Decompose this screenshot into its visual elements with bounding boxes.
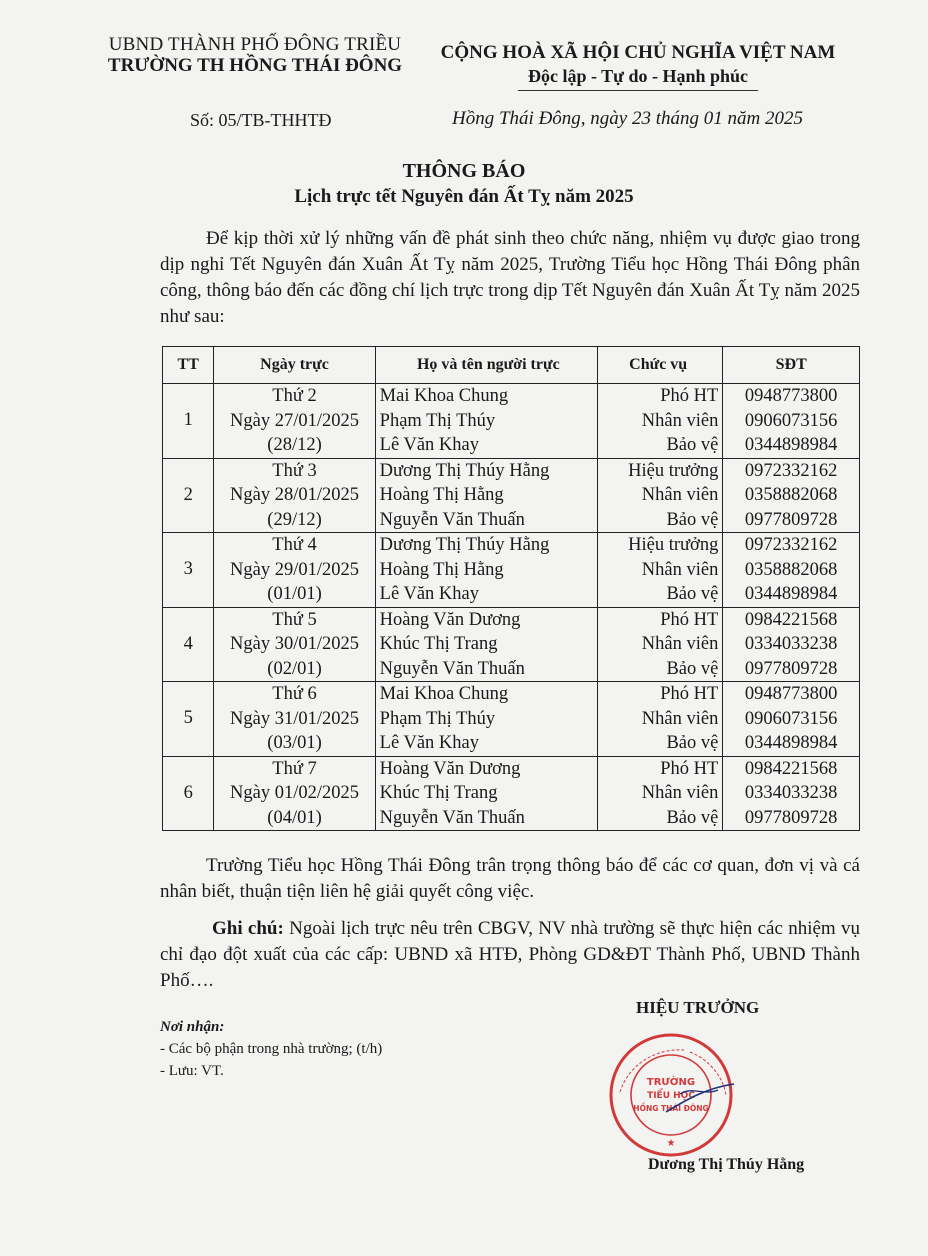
- svg-text:HỒNG THÁI ĐÔNG: HỒNG THÁI ĐÔNG: [633, 1104, 709, 1113]
- person-name: Lê Văn Khay: [379, 733, 479, 753]
- note-label: Ghi chú:: [212, 918, 284, 939]
- cell-duty-day: [214, 384, 375, 459]
- person-phone: 0977809728: [744, 658, 838, 679]
- header-role: Chức vụ: [598, 347, 723, 384]
- person-role: Phó HT: [660, 386, 719, 406]
- weekday-label: Thứ 5: [272, 609, 317, 630]
- weekday-label: Thứ 2: [272, 386, 317, 406]
- person-phone: 0948773800: [744, 386, 838, 406]
- person-name: Hoàng Văn Dương: [379, 609, 521, 630]
- person-phone: 0948773800: [744, 684, 838, 704]
- cell-phones: [723, 533, 860, 608]
- date-label: Ngày 29/01/2025: [230, 559, 360, 580]
- person-phone: 0334033238: [744, 783, 838, 803]
- cell-roles: [598, 384, 723, 459]
- cell-names: [375, 682, 597, 757]
- person-role: Hiệu trưởng: [628, 535, 719, 555]
- person-name: Nguyễn Văn Thuấn: [379, 509, 525, 530]
- person-phone: 0344898984: [744, 435, 838, 455]
- person-phone: 0984221568: [744, 758, 838, 779]
- cell-names: [375, 607, 597, 682]
- motto-underline: [518, 90, 758, 91]
- person-name: Mai Khoa Chung: [379, 684, 509, 704]
- cell-tt: 1: [163, 384, 214, 459]
- person-phone: 0972332162: [744, 535, 838, 555]
- person-name: Dương Thị Thúy Hằng: [379, 535, 550, 555]
- signer-name: Dương Thị Thúy Hằng: [648, 1156, 805, 1173]
- person-phone: 0984221568: [744, 609, 838, 630]
- person-name: Hoàng Văn Dương: [379, 758, 521, 779]
- cell-tt: 2: [163, 458, 214, 533]
- lunar-date-label: (29/12): [267, 509, 322, 530]
- table-row: [163, 533, 860, 608]
- person-phone: 0906073156: [744, 708, 838, 729]
- person-phone: 0344898984: [744, 733, 838, 753]
- table-row: [163, 607, 860, 682]
- document-title: THÔNG BÁO: [402, 160, 526, 182]
- closing-paragraph: [160, 853, 860, 905]
- person-name: Nguyễn Văn Thuấn: [379, 807, 525, 828]
- person-role: Nhân viên: [641, 485, 719, 505]
- cell-duty-day: [214, 607, 375, 682]
- intro-paragraph: [160, 226, 860, 330]
- table-row: [163, 458, 860, 533]
- person-role: Hiệu trưởng: [628, 460, 719, 481]
- header-phone: SĐT: [723, 347, 860, 384]
- person-role: Nhân viên: [641, 783, 719, 803]
- cell-tt: 3: [163, 533, 214, 608]
- header-name: Họ và tên người trực: [375, 347, 597, 384]
- person-role: Bảo vệ: [666, 807, 719, 828]
- person-role: Bảo vệ: [666, 509, 719, 530]
- person-role: Nhân viên: [641, 634, 719, 654]
- nation-line-2: Độc lập - Tự do - Hạnh phúc: [527, 66, 749, 86]
- cell-duty-day: [214, 756, 375, 831]
- cell-roles: [598, 607, 723, 682]
- weekday-label: Thứ 7: [272, 758, 317, 779]
- person-role: Phó HT: [660, 609, 719, 630]
- cell-roles: [598, 682, 723, 757]
- svg-text:TRƯỜNG: TRƯỜNG: [646, 1077, 696, 1088]
- person-role: Nhân viên: [641, 559, 719, 580]
- document-subtitle: Lịch trực tết Nguyên đán Ất Tỵ năm 2025: [294, 186, 634, 207]
- intro-text: Để kịp thời xử lý những vấn đề phát sinh theo chức năng, nhiệm vụ được giao trong dịp nghỉ Tết Nguyên đán Xuân Ất Tỵ năm 2025, Trường Tiểu học Hồng Thái Đông phân công, thông báo đến các đồng chí lịch trực trong dịp Tết Nguyên đán Xuân Ất Tỵ năm 2025 như sau:: [160, 228, 860, 327]
- recipient-item: - Các bộ phận trong nhà trường; (t/h): [160, 1041, 383, 1057]
- official-stamp-icon: [606, 1030, 736, 1160]
- national-motto: [420, 42, 856, 91]
- person-name: Lê Văn Khay: [379, 584, 479, 604]
- svg-text:★: ★: [666, 1138, 676, 1149]
- lunar-date-label: (04/01): [267, 807, 322, 828]
- issuing-organization: [100, 34, 410, 77]
- note-text: Ngoài lịch trực nêu trên CBGV, NV nhà trường sẽ thực hiện các nhiệm vụ chỉ đạo đột xuất của các cấp: UBND xã HTĐ, Phòng GD&ĐT Thành Phố, UBND Thành Phố….: [160, 918, 860, 991]
- cell-phones: [723, 384, 860, 459]
- person-phone: 0358882068: [744, 485, 838, 505]
- org-line-1: UBND THÀNH PHỐ ĐÔNG TRIỀU: [108, 34, 402, 55]
- person-name: Hoàng Thị Hằng: [379, 559, 504, 580]
- date-label: Ngày 30/01/2025: [230, 634, 360, 654]
- person-phone: 0344898984: [744, 584, 838, 604]
- cell-names: [375, 384, 597, 459]
- cell-names: [375, 533, 597, 608]
- cell-roles: [598, 533, 723, 608]
- person-phone: 0334033238: [744, 634, 838, 654]
- table-row: [163, 682, 860, 757]
- person-phone: 0358882068: [744, 559, 838, 580]
- person-role: Phó HT: [660, 758, 719, 779]
- document-number: Số: 05/TB-THHTĐ: [190, 110, 332, 130]
- weekday-label: Thứ 3: [272, 460, 317, 481]
- cell-phones: [723, 682, 860, 757]
- person-role: Bảo vệ: [666, 584, 719, 604]
- table-row: [163, 384, 860, 459]
- person-name: Hoàng Thị Hằng: [379, 485, 504, 505]
- header-tt: TT: [163, 347, 214, 384]
- recipients-heading: Nơi nhận:: [160, 1019, 225, 1035]
- cell-phones: [723, 607, 860, 682]
- date-label: Ngày 31/01/2025: [230, 708, 360, 729]
- person-name: Lê Văn Khay: [379, 435, 479, 455]
- cell-roles: [598, 756, 723, 831]
- lunar-date-label: (02/01): [267, 658, 322, 679]
- person-role: Bảo vệ: [666, 733, 719, 753]
- lunar-date-label: (28/12): [267, 435, 322, 455]
- person-role: Nhân viên: [641, 410, 719, 431]
- cell-names: [375, 756, 597, 831]
- weekday-label: Thứ 4: [272, 535, 317, 555]
- note-paragraph: [160, 916, 860, 994]
- duty-schedule-table: [162, 346, 860, 831]
- person-name: Khúc Thị Trang: [379, 634, 498, 654]
- person-phone: 0906073156: [744, 410, 838, 431]
- cell-duty-day: [214, 458, 375, 533]
- closing-text: Trường Tiểu học Hồng Thái Đông trân trọng thông báo để các cơ quan, đơn vị và cá nhân biết, thuận tiện liên hệ giải quyết công việc.: [160, 855, 860, 902]
- person-role: Phó HT: [660, 684, 719, 704]
- document-date: Hồng Thái Đông, ngày 23 tháng 01 năm 2025: [452, 108, 803, 129]
- person-role: Bảo vệ: [666, 658, 719, 679]
- person-name: Mai Khoa Chung: [379, 386, 509, 406]
- person-role: Bảo vệ: [666, 435, 719, 455]
- cell-duty-day: [214, 533, 375, 608]
- person-name: Khúc Thị Trang: [379, 783, 498, 803]
- person-role: Nhân viên: [641, 708, 719, 729]
- weekday-label: Thứ 6: [272, 684, 317, 704]
- cell-roles: [598, 458, 723, 533]
- signer-title: HIỆU TRƯỞNG: [636, 998, 760, 1017]
- cell-tt: 4: [163, 607, 214, 682]
- recipients-block: [160, 1016, 382, 1082]
- cell-tt: 6: [163, 756, 214, 831]
- cell-tt: 5: [163, 682, 214, 757]
- person-phone: 0977809728: [744, 807, 838, 828]
- cell-phones: [723, 756, 860, 831]
- cell-phones: [723, 458, 860, 533]
- lunar-date-label: (01/01): [267, 584, 322, 604]
- org-line-2: TRƯỜNG TH HỒNG THÁI ĐÔNG: [107, 55, 403, 76]
- date-label: Ngày 01/02/2025: [230, 783, 360, 803]
- table-row: [163, 756, 860, 831]
- nation-line-1: CỘNG HOÀ XÃ HỘI CHỦ NGHĨA VIỆT NAM: [440, 42, 836, 63]
- person-phone: 0977809728: [744, 509, 838, 530]
- person-name: Dương Thị Thúy Hằng: [379, 460, 550, 481]
- date-label: Ngày 27/01/2025: [230, 410, 360, 431]
- table-header-row: [163, 347, 860, 384]
- cell-names: [375, 458, 597, 533]
- lunar-date-label: (03/01): [267, 733, 322, 753]
- cell-duty-day: [214, 682, 375, 757]
- recipient-item: - Lưu: VT.: [160, 1063, 224, 1079]
- person-name: Nguyễn Văn Thuấn: [379, 658, 525, 679]
- person-phone: 0972332162: [744, 460, 838, 481]
- header-duty-day: Ngày trực: [214, 347, 375, 384]
- person-name: Phạm Thị Thúy: [379, 410, 496, 431]
- svg-text:TIỂU HỌC: TIỂU HỌC: [647, 1091, 695, 1101]
- date-label: Ngày 28/01/2025: [230, 485, 360, 505]
- person-name: Phạm Thị Thúy: [379, 708, 496, 729]
